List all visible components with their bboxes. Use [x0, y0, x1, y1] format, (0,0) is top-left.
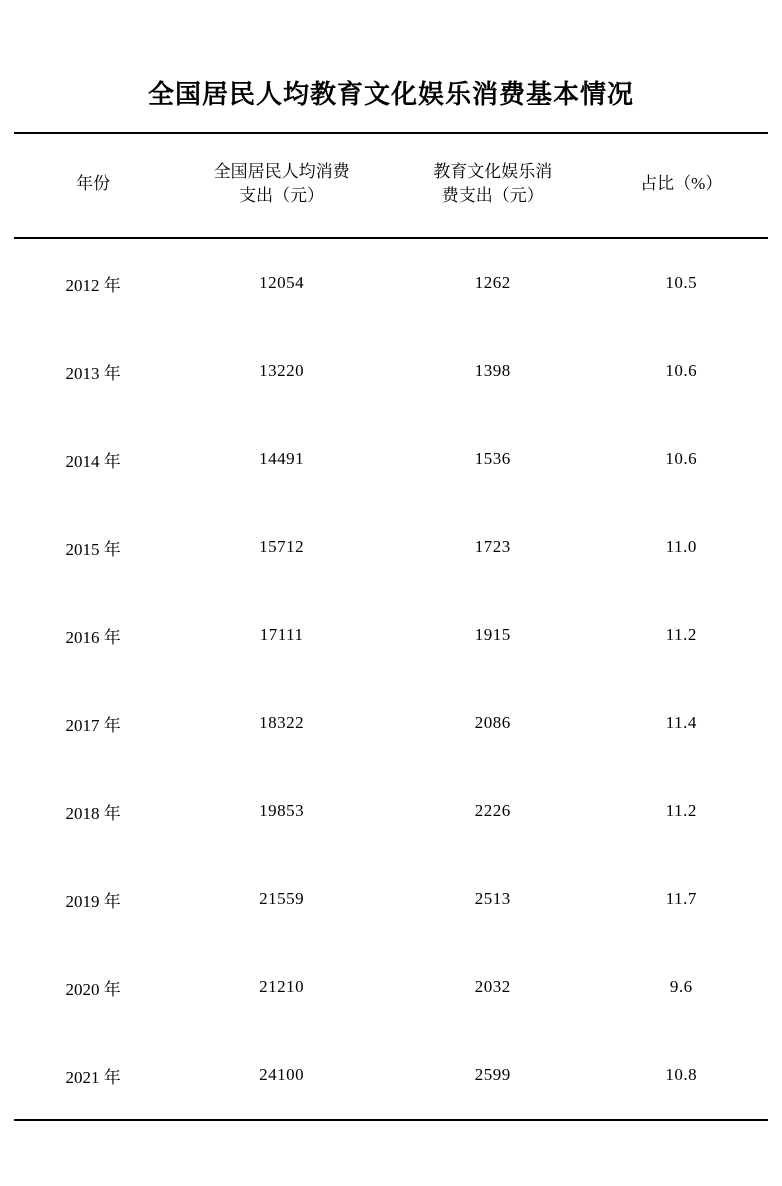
cell-edu: 1398 — [474, 361, 511, 381]
column-header-year: 年份 — [14, 133, 172, 238]
cell-year: 2013 年 — [65, 363, 121, 383]
cell-year: 2019 年 — [65, 891, 121, 911]
cell-year: 2012 年 — [14, 238, 172, 327]
cell-total: 14491 — [259, 449, 305, 469]
table-row — [14, 238, 768, 327]
table-row — [14, 415, 768, 503]
page-title: 全国居民人均教育文化娱乐消费基本情况 — [147, 80, 634, 109]
cell-total: 15712 — [259, 537, 305, 557]
cell-total: 18322 — [259, 713, 305, 733]
column-header-percentage: 占比（%） — [595, 133, 768, 238]
table-bottom-rule — [14, 1119, 768, 1121]
cell-total: 12054 — [172, 238, 391, 327]
cell-edu: 2513 — [474, 889, 511, 909]
cell-pct: 10.6 — [665, 449, 698, 469]
cell-edu: 2599 — [474, 1065, 511, 1085]
cell-total: 21559 — [259, 889, 305, 909]
table-row — [14, 855, 768, 943]
column-header-total-line2: 支出（元） — [239, 186, 325, 206]
column-header-edu-line1: 教育文化娱乐消 — [433, 161, 553, 181]
cell-edu: 2086 — [474, 713, 511, 733]
cell-pct: 11.4 — [665, 713, 697, 733]
table-row — [14, 327, 768, 415]
cell-edu: 2226 — [474, 801, 511, 821]
table-row — [14, 1031, 768, 1119]
table-body — [14, 238, 768, 1119]
column-header-education-expenditure — [391, 133, 595, 238]
consumption-table — [14, 132, 768, 1119]
cell-total: 13220 — [259, 361, 305, 381]
cell-pct: 10.5 — [595, 238, 768, 327]
cell-pct: 9.6 — [669, 977, 693, 997]
cell-total: 17111 — [259, 625, 304, 645]
cell-edu: 1262 — [391, 238, 595, 327]
table-row — [14, 943, 768, 1031]
column-header-total-expenditure — [172, 133, 391, 238]
column-header-total-line1: 全国居民人均消费 — [213, 161, 350, 181]
table-header — [14, 133, 768, 238]
cell-year: 2014 年 — [65, 451, 121, 471]
cell-edu: 2032 — [474, 977, 511, 997]
cell-pct: 10.6 — [665, 361, 698, 381]
cell-total: 24100 — [259, 1065, 305, 1085]
table-row — [14, 591, 768, 679]
cell-edu: 1723 — [474, 537, 511, 557]
cell-edu: 1536 — [474, 449, 511, 469]
cell-total: 21210 — [259, 977, 305, 997]
cell-pct: 11.7 — [665, 889, 697, 909]
cell-year: 2017 年 — [65, 715, 121, 735]
cell-year: 2018 年 — [65, 803, 121, 823]
cell-pct: 11.0 — [665, 537, 697, 557]
cell-pct: 10.8 — [665, 1065, 698, 1085]
cell-year: 2021 年 — [65, 1067, 121, 1087]
cell-total: 19853 — [259, 801, 305, 821]
cell-pct: 11.2 — [665, 801, 697, 821]
table-row — [14, 767, 768, 855]
column-header-edu-line2: 费支出（元） — [441, 186, 544, 206]
cell-year: 2016 年 — [65, 627, 121, 647]
cell-edu: 1915 — [474, 625, 511, 645]
table-row — [14, 679, 768, 767]
cell-pct: 11.2 — [665, 625, 697, 645]
cell-year: 2015 年 — [65, 539, 121, 559]
table-row — [14, 503, 768, 591]
cell-year: 2020 年 — [65, 979, 121, 999]
